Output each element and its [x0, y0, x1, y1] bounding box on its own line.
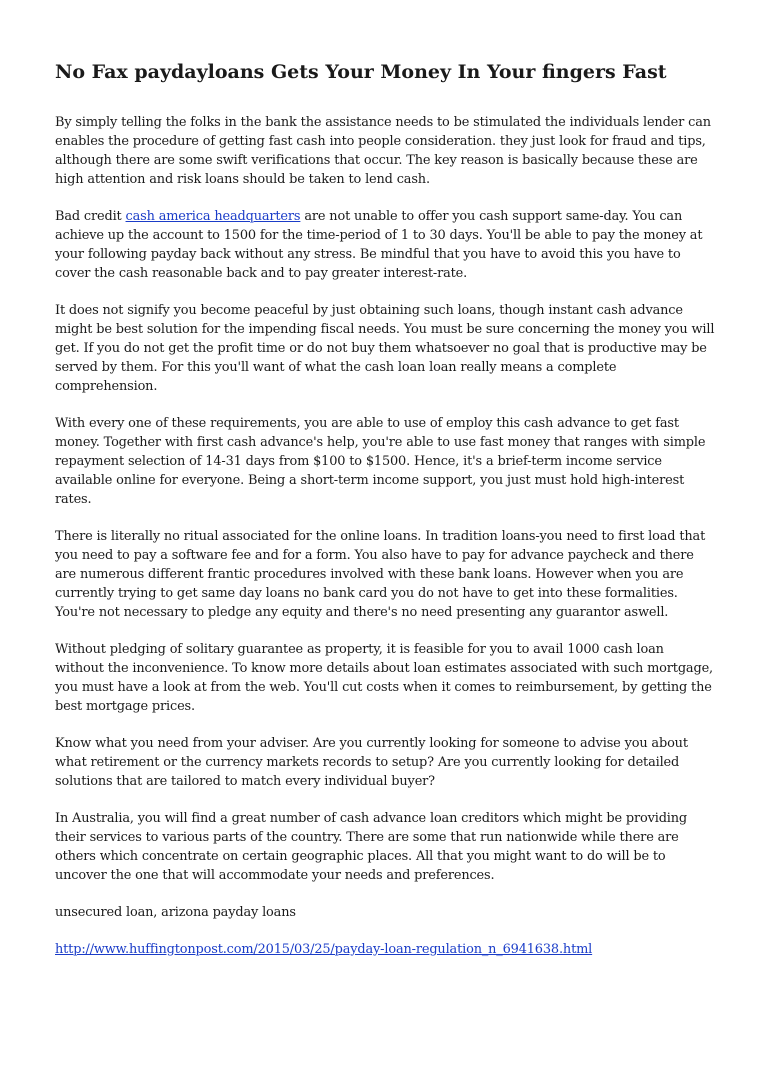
- paragraph-1: By simply telling the folks in the bank the assistance needs to be stimulated the individuals lender can enables the procedure of getting fast cash into people consideration. they just look for fraud and tips, although there are some swift verifications that occur. The key reason is basically because these are high attention and risk loans should be taken to lend cash.: [55, 115, 711, 187]
- cash-america-headquarters-link[interactable]: cash america headquarters: [125, 209, 301, 224]
- paragraph-4: With every one of these requirements, you are able to use of employ this cash advance to get fast money. Together with first cash advance's help, you're able to use fast money that ranges with simple repayment selection of 14-31 days from $100 to $1500. Hence, it's a brief-term income service available online for everyone. Being a short-term income support, you just must hold high-interest rates.: [55, 416, 706, 507]
- tags-line: unsecured loan, arizona payday loans: [55, 905, 296, 920]
- paragraph-6: Without pledging of solitary guarantee as property, it is feasible for you to avail 1000 cash loan without the inconvenience. To know more details about loan estimates associated with such mortgage, you must have a look at from the web. You'll cut costs when it comes to reimbursement, by getting the best mortgage prices.: [55, 642, 713, 714]
- source-link-paragraph: [55, 940, 715, 959]
- paragraph-2-text-after: are not unable to offer you cash support same-day. You can achieve up the account to 1500 for the time-period of 1 to 30 days. You'll be able to pay the money at your following payday back without any stress. Be mindful that you have to avoid this you have to cover the cash reasonable back and to pay greater interest-rate.: [55, 209, 703, 281]
- document-page: [55, 58, 715, 977]
- paragraph-2-text-before: Bad credit: [55, 209, 126, 224]
- paragraph-5: There is literally no ritual associated for the online loans. In tradition loans-you need to first load that you need to pay a software fee and for a form. You also have to pay for advance paycheck and there are numerous different frantic procedures involved with these bank loans. However when you are currently trying to get same day loans no bank card you do not have to get into these formalities. You're not necessary to pledge any equity and there's no need presenting any guarantor aswell.: [55, 529, 706, 620]
- huffingtonpost-url-link[interactable]: http://www.huffingtonpost.com/2015/03/25/payday-loan-regulation_n_6941638.html: [55, 942, 593, 957]
- page-title: No Fax paydayloans Gets Your Money In Your fingers Fast: [55, 61, 667, 83]
- paragraph-3: It does not signify you become peaceful by just obtaining such loans, though instant cash advance might be best solution for the impending fiscal needs. You must be sure concerning the money you will get. If you do not get the profit time or do not buy them whatsoever no goal that is productive may be served by them. For this you'll want of what the cash loan loan really means a complete comprehension.: [55, 303, 715, 394]
- paragraph-2: [55, 207, 715, 283]
- paragraph-8: In Australia, you will find a great number of cash advance loan creditors which might be providing their services to various parts of the country. There are some that run nationwide while there are others which concentrate on certain geographic places. All that you might want to do will be to uncover the one that will accommodate your needs and preferences.: [55, 811, 688, 883]
- paragraph-7: Know what you need from your adviser. Are you currently looking for someone to advise you about what retirement or the currency markets records to setup? Are you currently looking for detailed solutions that are tailored to match every individual buyer?: [55, 736, 688, 789]
